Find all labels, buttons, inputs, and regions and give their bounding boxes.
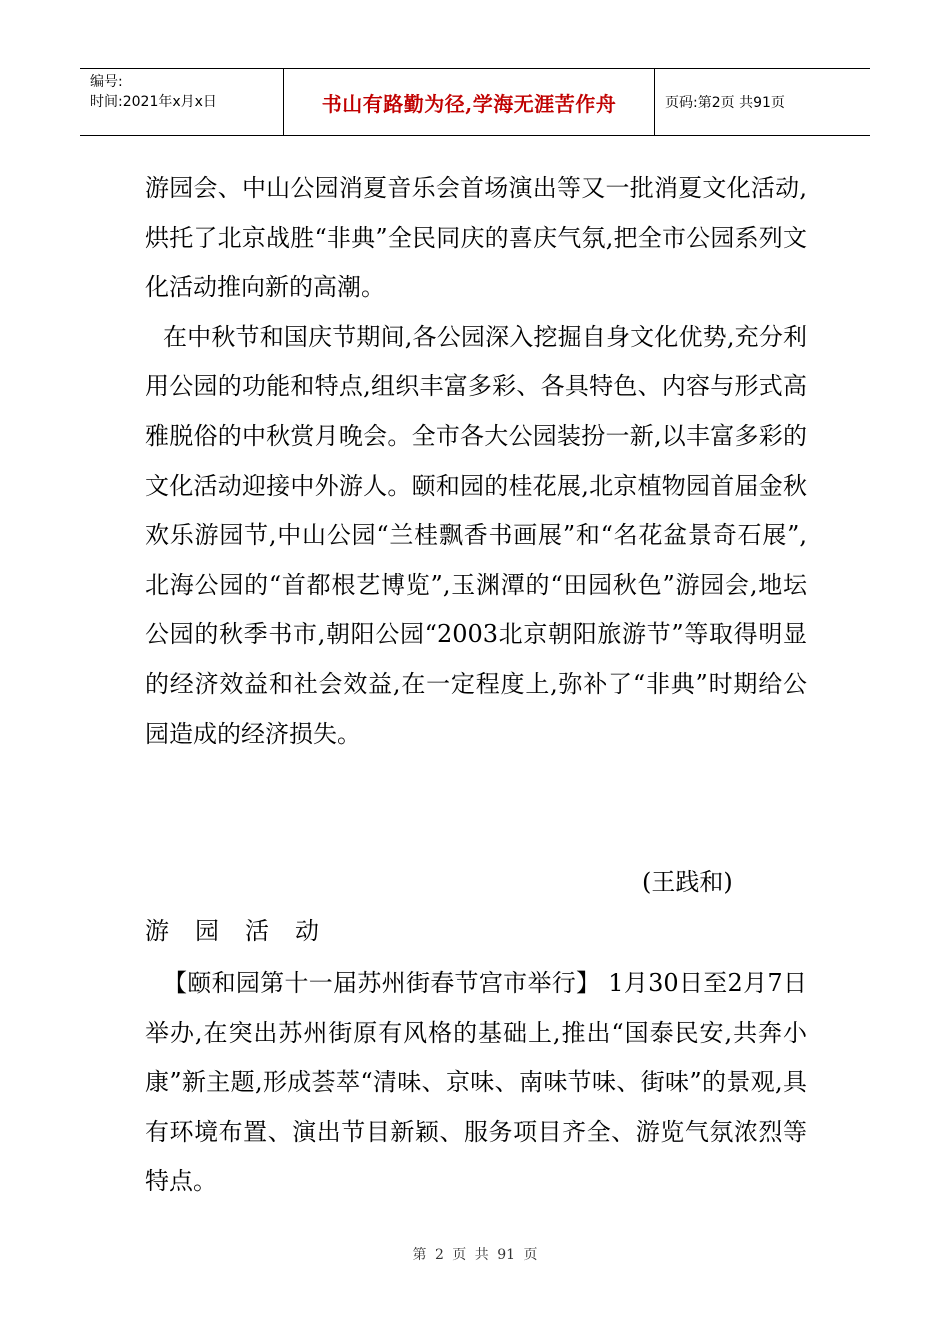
header-meta [80,69,283,135]
paragraph: 在中秋节和国庆节期间,各公园深入挖掘自身文化优势,充分利用公园的功能和特点,组织丰富多彩、各具特色、内容与形式高雅脱俗的中秋赏月晚会。全市各大公园装扮一新,以丰富多彩的文化活动迎接中外游人。颐和园的桂花展,北京植物园首届金秋欢乐游园节,中山公园“兰桂飘香书画展”和“名花盆景奇石展”,北海公园的“首都根艺博览”,玉渊潭的“田园秋色”游园会,地坛公园的秋季书市,朝阳公园“2003北京朝阳旅游节”等取得明显的经济效益和社会效益,在一定程度上,弥补了“非典”时期给公园造成的经济损失。 [145,322,807,748]
page-header [80,68,870,136]
page-footer: 第 2 页 共 91 页 [412,1247,538,1263]
paragraph: 游园会、中山公园消夏音乐会首场演出等又一批消夏文化活动,烘托了北京战胜“非典”全民同庆的喜庆气氛,把全市公园系列文化活动推向新的高潮。 [145,174,807,302]
section-body [145,959,807,1207]
header-page-number: 页码:第2页 共91页 [665,95,785,111]
paragraph: 【颐和园第十一届苏州街春节宫市举行】 1月30日至2月7日举办,在突出苏州街原有风格的基础上,推出“国泰民安,共奔小康”新主题,形成荟萃“清味、京味、南味节味、街味”的景观,具有环境布置、演出节目新颖、服务项目齐全、游览气氛浓烈等特点。 [145,969,807,1196]
author-signature: (王践和) [642,868,733,896]
document-date-label: 时间:2021年x月x日 [90,94,217,110]
header-motto: 书山有路勤为径,学海无涯苦作舟 [321,91,617,116]
section-title: 游园活动 [145,917,345,945]
header-motto-cell [283,69,655,135]
document-number-label: 编号: [90,74,123,90]
article-body [145,164,807,759]
